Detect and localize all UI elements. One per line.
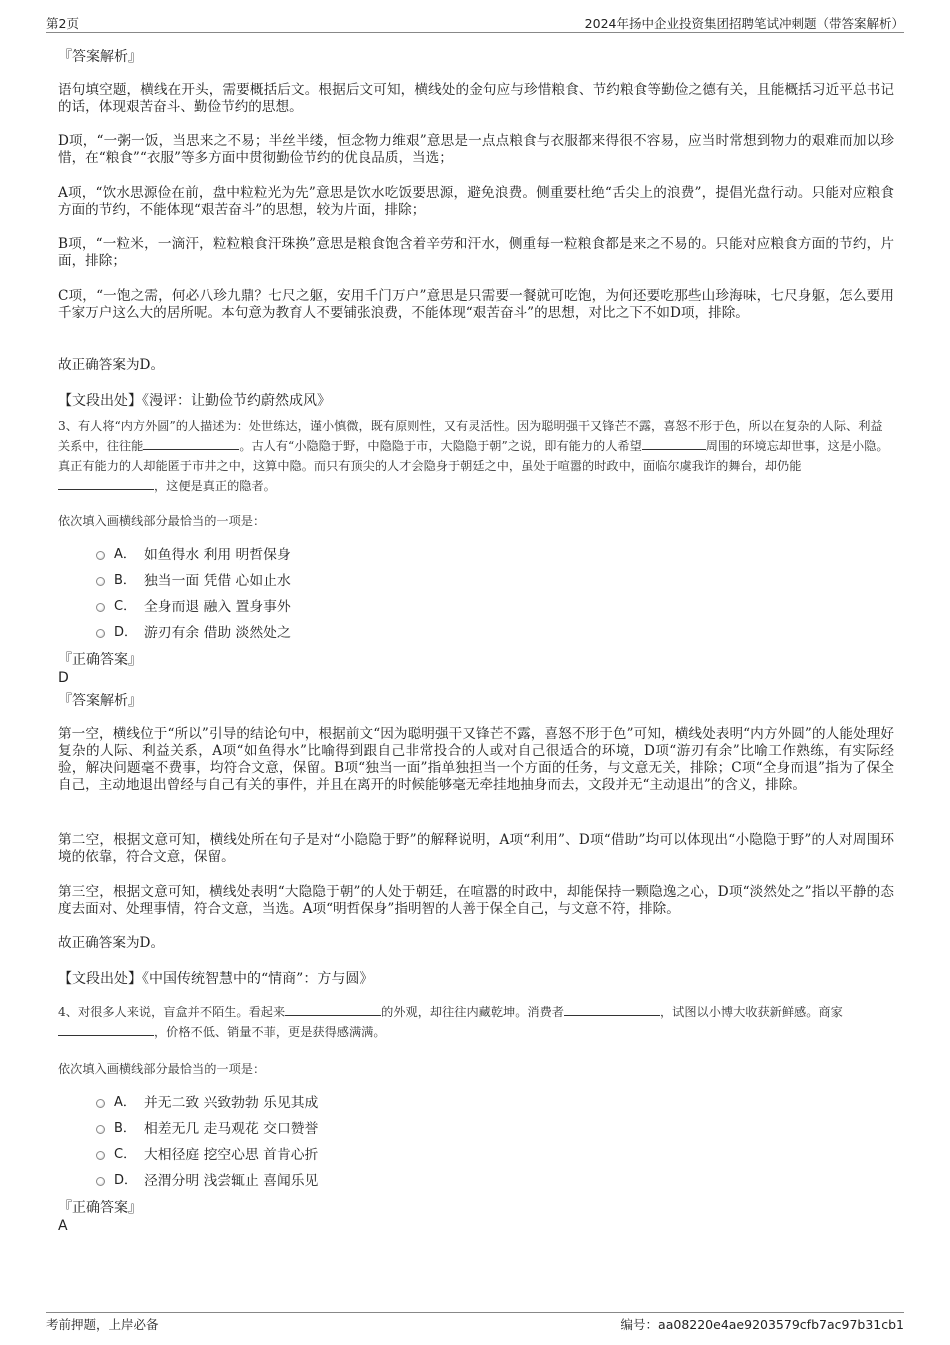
- source-citation: 【文段出处】《漫评：让勤俭节约蔚然成风》: [58, 393, 331, 409]
- analysis-paragraph: C项，“一饱之需，何必八珍九鼎？七尺之躯，安用千门万户”意思是只需要一餐就可吃饱，为何还要吃那些山珍海味，七尺身躯，怎么要用千家万户这么大的居所呢。本句意为教育人不要铺张浪费，不能体现“艰苦奋斗”的思想，对比之下不如D项，排除。: [58, 288, 894, 321]
- radio-icon[interactable]: [96, 551, 105, 560]
- analysis-paragraph: A项，“饮水思源俭在前，盘中粒粒光为先”意思是饮水吃饭要思源，避免浪费。侧重要杜绝“舌尖上的浪费”，提倡光盘行动。只能对应粮食方面的节约，不能体现“艰苦奋斗”的思想，较为片面，排除；: [58, 185, 894, 218]
- analysis-label: 『答案解析』: [58, 49, 142, 65]
- fill-blank: [564, 1003, 660, 1016]
- analysis-paragraph: 第一空，横线位于“所以”引导的结论句中，根据前文“因为聪明强干又锋芒不露，喜怒不形于色”可知，横线处表明“内方外圆”的人能处理好复杂的人际、利益关系，A项“如鱼得水”比喻得到跟自己非常投合的人或对自己很适合的环境，D项“游刃有余”比喻工作熟练，有实际经验，解决问题毫不费事，均符合文意，保留。B项“独当一面”指单独担当一个方面的任务，与文意无关，排除；C项“全身而退”指为了保全自己，主动地退出曾经与自己有关的事件，并且在离开的时候能够毫无牵挂地抽身而去，文段并无“主动退出”的含义，排除。: [58, 726, 894, 793]
- footer-slogan: 考前押题，上岸必备: [46, 1317, 159, 1332]
- question-3-text: 3、有人将“内方外圆”的人描述为：处世练达，谨小慎微，既有原则性，又有灵活性。因为聪明强干又锋芒不露，喜怒不形于色，所以在复杂的人际、利益关系中，往往能 。古人有“小隐隐于野，中隐隐于市，大隐隐于朝”之说，即有能力的人希望 周围的环境忘却世事，这是小隐。真正有能力的人却能匿于市井之中，这算中隐。而只有顶尖的人才会隐身于朝廷之中，虽处于喧嚣的时政中，面临尔虞我诈的舞台，却仍能，这便是真正的隐者。: [58, 419, 889, 493]
- radio-icon[interactable]: [96, 1151, 105, 1160]
- radio-icon[interactable]: [96, 603, 105, 612]
- option-c[interactable]: C． 大相径庭 挖空心思 首肯心折: [96, 1146, 318, 1164]
- option-a[interactable]: A． 如鱼得水 利用 明哲保身: [96, 546, 291, 564]
- fill-blank: [285, 1003, 381, 1016]
- correct-answer: A: [58, 1218, 68, 1234]
- analysis-paragraph: 语句填空题，横线在开头，需要概括后文。根据后文可知，横线处的金句应与珍惜粮食、节约粮食等勤俭之德有关，且能概括习近平总书记的话，体现艰苦奋斗、勤俭节约的思想。: [58, 82, 894, 115]
- page-header: [46, 14, 904, 33]
- radio-icon[interactable]: [96, 577, 105, 586]
- question-instruction: 依次填入画横线部分最恰当的一项是：: [58, 1062, 266, 1076]
- document-id: 编号：aa08220e4ae9203579cfb7ac97b31cb1: [620, 1317, 904, 1332]
- option-d[interactable]: D． 游刃有余 借助 淡然处之: [96, 624, 291, 642]
- correct-answer-label: 『正确答案』: [58, 652, 142, 668]
- correct-answer: D: [58, 670, 69, 686]
- option-b[interactable]: B． 相差无几 走马观花 交口赞誉: [96, 1120, 318, 1138]
- analysis-paragraph: B项，“一粒米，一滴汗，粒粒粮食汗珠换”意思是粮食饱含着辛劳和汗水，侧重每一粒粮食都是来之不易的。只能对应粮食方面的节约，片面，排除；: [58, 236, 894, 269]
- analysis-label: 『答案解析』: [58, 693, 142, 709]
- fill-blank: [58, 477, 154, 490]
- option-b[interactable]: B． 独当一面 凭借 心如止水: [96, 572, 291, 590]
- page-number: 第2页: [46, 16, 79, 31]
- option-a[interactable]: A． 并无二致 兴致勃勃 乐见其成: [96, 1094, 318, 1112]
- analysis-paragraph: 第三空，根据文意可知，横线处表明“大隐隐于朝”的人处于朝廷，在喧嚣的时政中，却能保持一颗隐逸之心，D项“淡然处之”指以平静的态度去面对、处理事情，符合文意，当选。A项“明哲保身”指明智的人善于保全自己，与文意不符，排除。: [58, 884, 894, 917]
- correct-answer-label: 『正确答案』: [58, 1200, 142, 1216]
- option-d[interactable]: D． 泾渭分明 浅尝辄止 喜闻乐见: [96, 1172, 318, 1190]
- document-title: 2024年扬中企业投资集团招聘笔试冲刺题（带答案解析）: [584, 16, 904, 31]
- conclusion: 故正确答案为D。: [58, 935, 165, 951]
- radio-icon[interactable]: [96, 1125, 105, 1134]
- radio-icon[interactable]: [96, 629, 105, 638]
- page-footer: [46, 1312, 904, 1333]
- analysis-paragraph: D项，“一粥一饭，当思来之不易；半丝半缕，恒念物力维艰”意思是一点点粮食与衣服都来得很不容易，应当时常想到物力的艰难而加以珍惜，在“粮食”“衣服”等多方面中贯彻勤俭节约的优良品质，当选；: [58, 133, 894, 166]
- fill-blank: [143, 437, 239, 450]
- question-instruction: 依次填入画横线部分最恰当的一项是：: [58, 514, 266, 528]
- radio-icon[interactable]: [96, 1177, 105, 1186]
- option-c[interactable]: C． 全身而退 融入 置身事外: [96, 598, 291, 616]
- question-4-text: 4、对很多人来说，盲盒并不陌生。看起来 的外观，却往往内藏乾坤。消费者 ，试图以小博大收获新鲜感。商家，价格不低、销量不菲，更是获得感满满。: [58, 1005, 843, 1039]
- radio-icon[interactable]: [96, 1099, 105, 1108]
- source-citation: 【文段出处】《中国传统智慧中的“情商”：方与圆》: [58, 971, 374, 987]
- analysis-paragraph: 第二空，根据文意可知，横线处所在句子是对“小隐隐于野”的解释说明，A项“利用”、D项“借助”均可以体现出“小隐隐于野”的人对周围环境的依靠，符合文意，保留。: [58, 832, 894, 865]
- fill-blank: [58, 1023, 154, 1036]
- conclusion: 故正确答案为D。: [58, 357, 165, 373]
- fill-blank: [642, 437, 706, 450]
